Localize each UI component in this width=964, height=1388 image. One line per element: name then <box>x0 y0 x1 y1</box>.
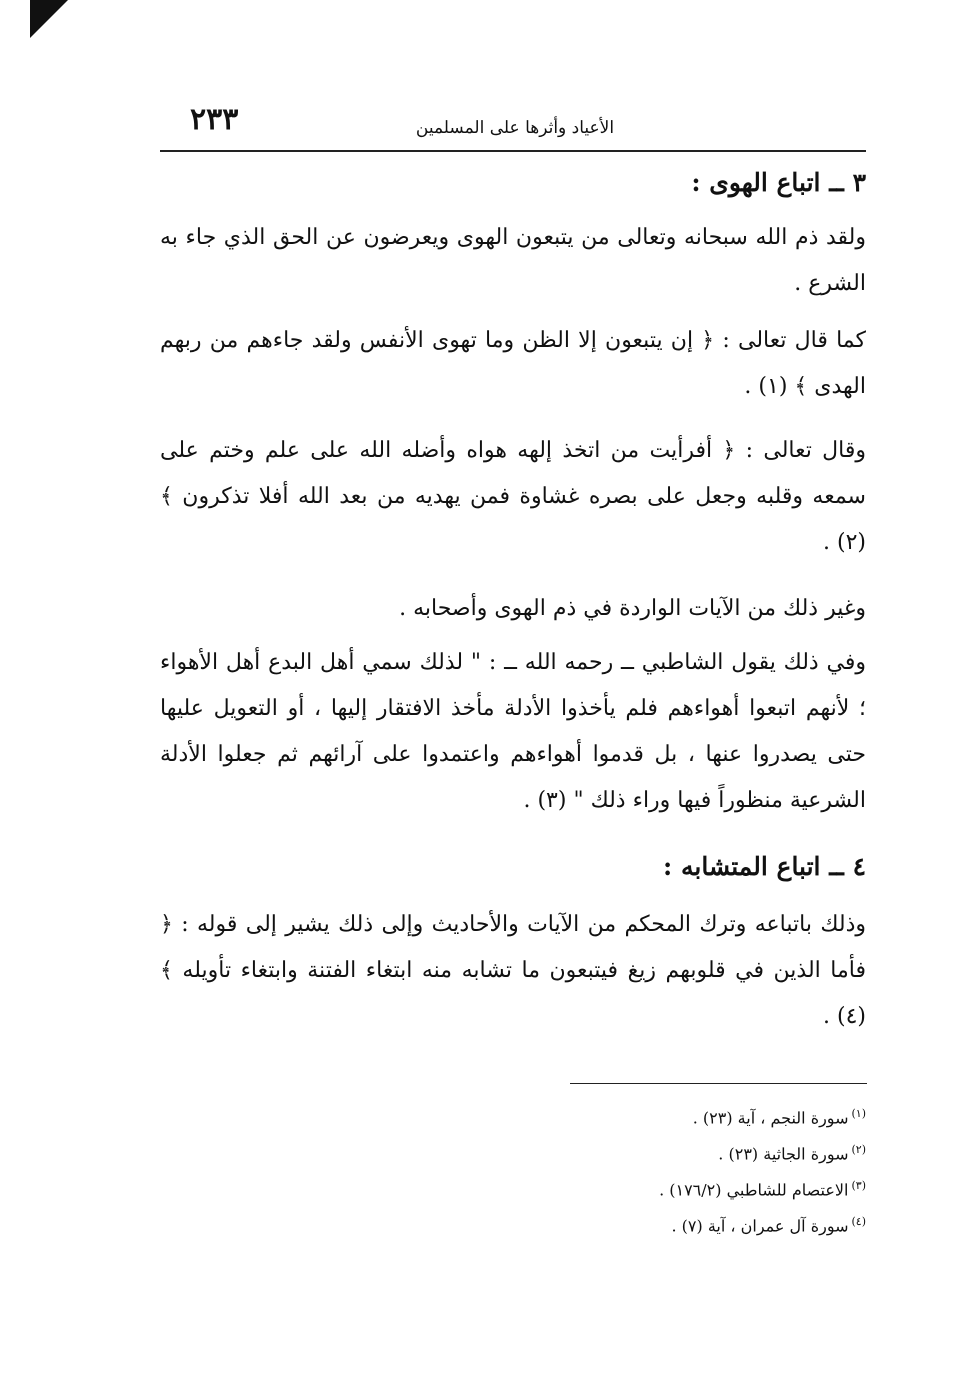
footnote-text: الاعتصام للشاطبي (١٧٦/٢) . <box>659 1180 849 1200</box>
footnote-3 <box>500 1168 866 1204</box>
paragraph-6 <box>160 902 866 1040</box>
footnote-2 <box>500 1132 866 1168</box>
footnote-marker: (٢) <box>851 1143 866 1156</box>
paragraph-2 <box>160 318 866 410</box>
footnote-marker: (٤) <box>851 1215 866 1228</box>
footnote-text: سورة الجاثية (٢٣) . <box>718 1144 849 1164</box>
paragraph-1-text: ولقد ذم الله سبحانه وتعالى من يتبعون الهوى ويعرضون عن الحق الذي جاء به الشرع . <box>160 225 866 296</box>
page-header <box>160 96 866 156</box>
header-rule <box>160 150 866 152</box>
page-corner-mark <box>30 0 68 38</box>
paragraph-1 <box>160 215 866 307</box>
paragraph-6-text: وذلك باتباعه وترك المحكم من الآيات والأحاديث وإلى ذلك يشير إلى قوله : ﴿ فأما الذين في قلوبهم زيغ فيتبعون ما تشابه منه ابتغاء الفتنة وابتغاء تأويله ﴾ (٤) . <box>160 912 866 1029</box>
footnote-1 <box>500 1096 866 1132</box>
paragraph-5-text: وفي ذلك يقول الشاطبي ــ رحمه الله ــ : " لذلك سمي أهل البدع أهل الأهواء ؛ لأنهم اتبعوا أهواءهم فلم يأخذوا الأدلة مأخذ الافتقار إليها ، أو التعويل عليها حتى يصدروا عنها ، بل قدموا أهواءهم واعتمدوا على آرائهم ثم جعلوا الأدلة الشرعية منظوراً فيها وراء ذلك " (٣) . <box>160 650 866 813</box>
section-heading-3: ٣ ــ اتباع الهوى : <box>691 168 866 197</box>
section-heading-4: ٤ ــ اتباع المتشابه : <box>663 852 866 881</box>
paragraph-4-text: وغير ذلك من الآيات الواردة في ذم الهوى وأصحابه . <box>399 596 866 621</box>
footnote-text: سورة آل عمران ، آية (٧) . <box>671 1216 849 1236</box>
paragraph-4 <box>160 586 866 632</box>
paragraph-3 <box>160 428 866 566</box>
paragraph-3-text: وقال تعالى : ﴿ أفرأيت من اتخذ إلهه هواه وأضله الله على علم وختم على سمعه وقلبه وجعل على بصره غشاوة فمن يهديه من بعد الله أفلا تذكرون ﴾ (٢) . <box>160 438 866 555</box>
footnote-4 <box>500 1204 866 1240</box>
footnote-separator <box>570 1083 867 1084</box>
footnote-text: سورة النجم ، آية (٢٣) . <box>692 1108 849 1128</box>
running-title: الأعياد وأثرها على المسلمين <box>415 118 615 138</box>
footnote-marker: (١) <box>851 1107 866 1120</box>
footnotes <box>500 1096 866 1240</box>
paragraph-2-text: كما قال تعالى : ﴿ إن يتبعون إلا الظن وما تهوى الأنفس ولقد جاءهم من ربهم الهدى ﴾ (١) . <box>160 328 866 399</box>
paragraph-5 <box>160 640 866 824</box>
footnote-marker: (٣) <box>851 1179 866 1192</box>
page-number: ٢٣٣ <box>190 102 239 137</box>
